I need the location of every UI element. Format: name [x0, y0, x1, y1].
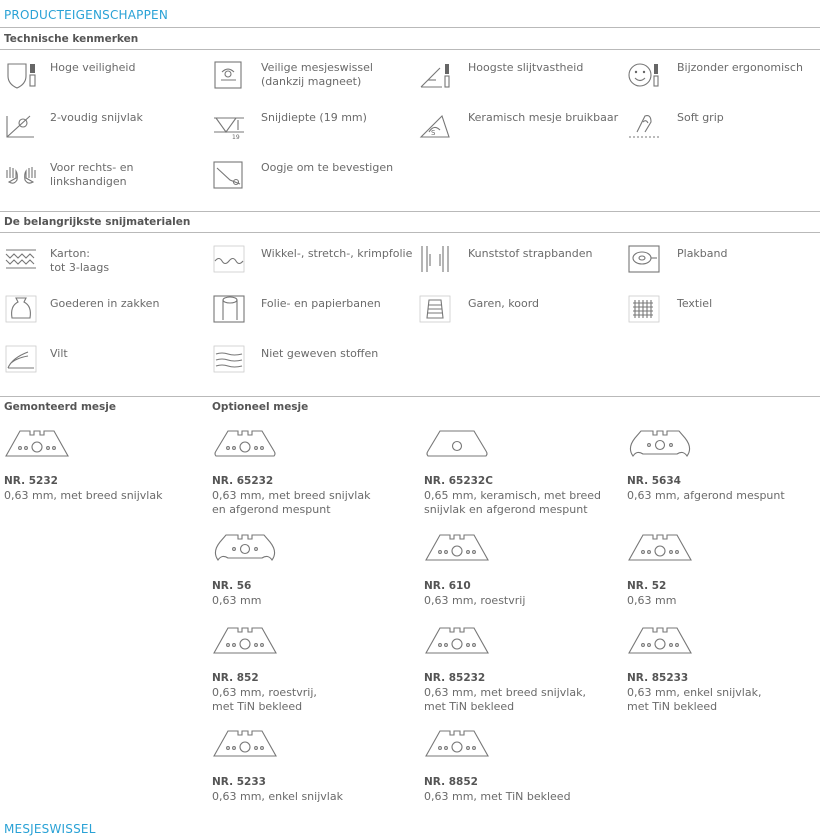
strapping-icon	[418, 244, 452, 274]
blade-number: NR. 8852	[424, 776, 478, 788]
soft-grip-icon	[627, 110, 661, 140]
double-edge-icon	[4, 110, 38, 140]
blade-description: 0,63 mm, met TiN bekleed	[424, 790, 571, 803]
divider	[0, 232, 820, 233]
blade-description: 0,63 mm	[212, 594, 262, 607]
svg-text:19: 19	[232, 134, 240, 140]
eyelet-icon	[212, 160, 246, 190]
blade-description: 0,63 mm, enkel snijvlak, met TiN bekleed	[627, 686, 762, 713]
divider	[0, 396, 820, 397]
blade-description: 0,63 mm, met breed snijvlak	[4, 489, 163, 502]
material-label: Textiel	[677, 297, 713, 310]
blade-number: NR. 52	[627, 580, 667, 592]
feature-label: Oogje om te bevestigen	[261, 161, 394, 174]
tech-heading: Technische kenmerken	[4, 33, 139, 45]
tape-icon	[627, 244, 661, 274]
wear-resistance-icon	[418, 60, 452, 90]
feature-label: Snijdiepte (19 mm)	[261, 111, 367, 124]
ceramic-blade-icon	[424, 428, 490, 458]
felt-icon	[4, 344, 38, 374]
svg-text:S: S	[431, 129, 436, 137]
feature-label: Soft grip	[677, 111, 724, 124]
material-label: Goederen in zakken	[50, 297, 160, 310]
blade-number: NR. 65232C	[424, 475, 493, 487]
divider	[0, 49, 820, 50]
hook-notched-blade-icon	[212, 532, 278, 562]
trapezoid-notched-blade-icon	[424, 532, 490, 562]
blade-description: 0,63 mm, roestvrij, met TiN bekleed	[212, 686, 317, 713]
divider	[0, 211, 820, 212]
blade-number: NR. 5634	[627, 475, 681, 487]
footer-section-title: MESJESWISSEL	[4, 822, 96, 836]
blade-description: 0,63 mm, enkel snijvlak	[212, 790, 343, 803]
blade-description: 0,63 mm, afgerond mespunt	[627, 489, 785, 502]
cutting-depth-icon	[212, 110, 246, 140]
trapezoid-notched-blade-icon	[4, 428, 70, 458]
trapezoid-notched-blade-icon	[627, 625, 693, 655]
trapezoid-notched-blade-icon	[424, 625, 490, 655]
ceramic-blade-icon	[418, 110, 452, 140]
feature-label: 2-voudig snijvlak	[50, 111, 143, 124]
blade-number: NR. 5232	[4, 475, 58, 487]
blade-number: NR. 85232	[424, 672, 486, 684]
textile-icon	[627, 294, 661, 324]
material-label: Wikkel-, stretch-, krimpfolie	[261, 247, 413, 260]
material-label: Garen, koord	[468, 297, 540, 310]
paper-roll-icon	[212, 294, 246, 324]
blade-number: NR. 852	[212, 672, 259, 684]
blade-number: NR. 85233	[627, 672, 689, 684]
blade-description: 0,63 mm	[627, 594, 677, 607]
blade-description: 0,65 mm, keramisch, met breed snijvlak en afgerond mespunt	[424, 489, 602, 516]
divider	[0, 27, 820, 28]
blade-number: NR. 65232	[212, 475, 274, 487]
yarn-icon	[418, 294, 452, 324]
feature-label: Keramisch mesje bruikbaar	[468, 111, 619, 124]
material-label: Folie- en papierbanen	[261, 297, 381, 310]
stretch-film-icon	[212, 244, 246, 274]
trapezoid-notched-blade-icon	[212, 728, 278, 758]
trapezoid-notched-blade-icon	[627, 532, 693, 562]
material-label: Niet geweven stoffen	[261, 347, 379, 360]
material-label: Plakband	[677, 247, 728, 260]
feature-label: Voor rechts- en linkshandigen	[50, 161, 134, 188]
feature-label: Hoge veiligheid	[50, 61, 136, 74]
feature-label: Bijzonder ergonomisch	[677, 61, 803, 74]
blade-number: NR. 56	[212, 580, 252, 592]
mounted-heading: Gemonteerd mesje	[4, 401, 117, 413]
material-label: Vilt	[50, 347, 68, 360]
trapezoid-notched-blade-icon	[212, 625, 278, 655]
shield-icon	[4, 60, 38, 90]
feature-label: Hoogste slijtvastheid	[468, 61, 584, 74]
blade-description: 0,63 mm, met breed snijvlak en afgerond mespunt	[212, 489, 371, 516]
nonwoven-icon	[212, 344, 246, 374]
section-title: PRODUCTEIGENSCHAPPEN	[4, 8, 168, 22]
sack-icon	[4, 294, 38, 324]
trapezoid-notched-blade-icon	[424, 728, 490, 758]
blade-description: 0,63 mm, roestvrij	[424, 594, 526, 607]
blade-number: NR. 610	[424, 580, 471, 592]
blade-number: NR. 5233	[212, 776, 266, 788]
feature-label: Veilige mesjeswissel (dankzij magneet)	[261, 61, 373, 88]
cardboard-icon	[4, 244, 38, 274]
hook-notched-blade-icon	[627, 428, 693, 458]
blade-description: 0,63 mm, met breed snijvlak, met TiN bekleed	[424, 686, 586, 713]
material-label: Karton: tot 3-laags	[50, 247, 110, 274]
smiley-icon	[627, 60, 661, 90]
hands-icon	[4, 160, 38, 190]
rounded-notched-blade-icon	[212, 428, 278, 458]
magnet-blade-change-icon	[212, 60, 246, 90]
material-label: Kunststof strapbanden	[468, 247, 593, 260]
materials-heading: De belangrijkste snijmaterialen	[4, 216, 191, 228]
optional-heading: Optioneel mesje	[212, 401, 309, 413]
